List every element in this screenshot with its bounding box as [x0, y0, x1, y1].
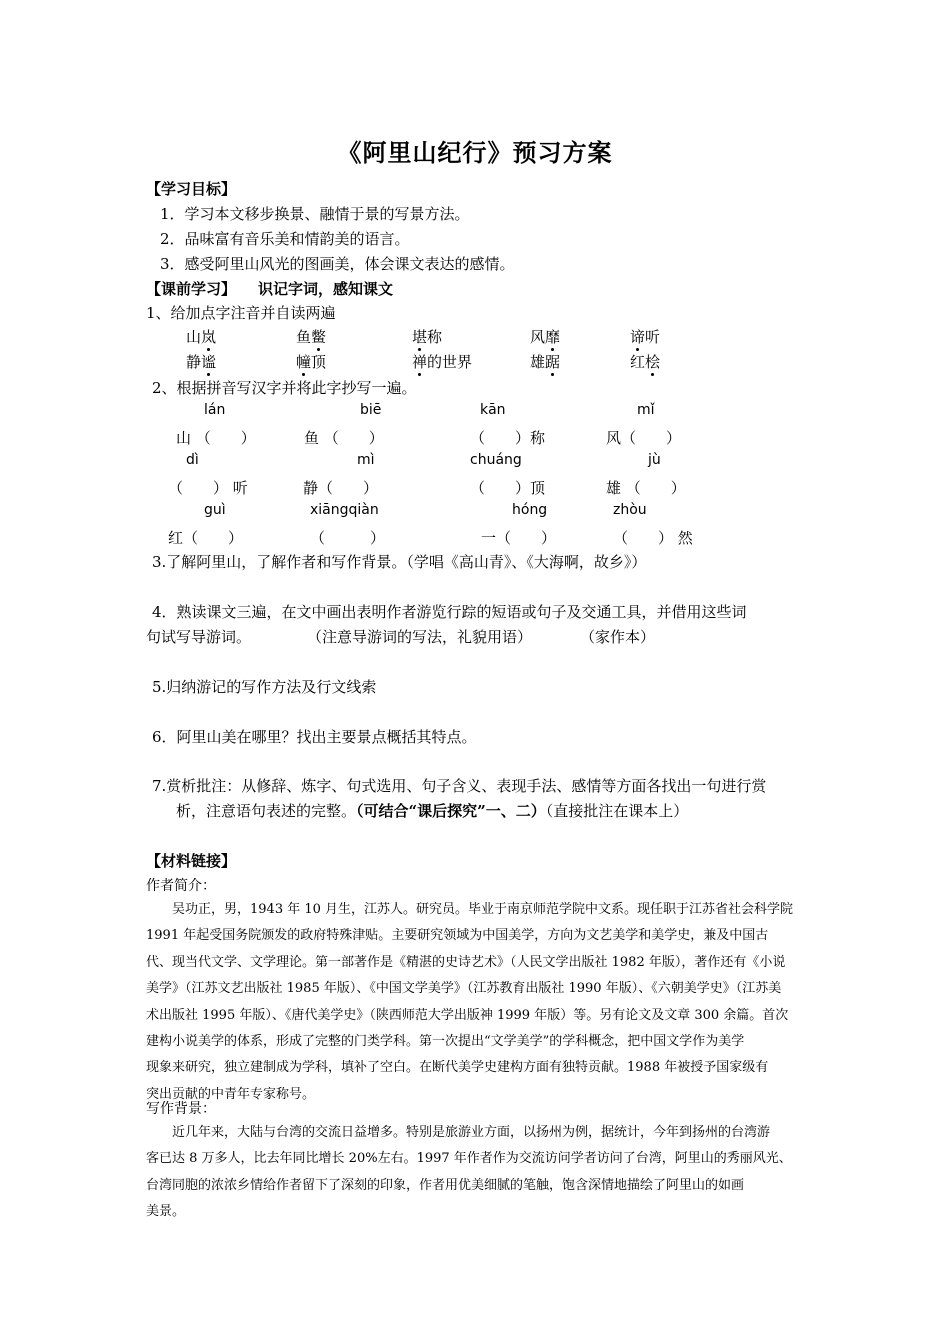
vocab-word: 鱼鳖 — [296, 328, 327, 346]
question-4-line2: 句试写导游词。 — [146, 628, 252, 646]
question-6: 6．阿里山美在哪里？找出主要景点概括其特点。 — [152, 728, 477, 746]
text-line: 吴功正，男，1943 年 10 月生，江苏人。研究员。毕业于南京师范学院中文系。现任职于江苏省社会科学院 — [172, 902, 794, 917]
question-7-line2: 析，注意语句表述的完整。（可结合“课后探究”一、二）（直接批注在课本上） — [176, 802, 689, 820]
dotted-char: 禅 — [412, 353, 428, 371]
fill-blank: 静（ ） — [303, 479, 379, 497]
text-line: 现象来研究，独立建制成为学科，填补了空白。在断代美学史建构方面有独特贡献。1988 年被授予国家级有 — [146, 1060, 769, 1076]
pinyin-label: chuáng — [470, 452, 522, 468]
question-5: 5.归纳游记的写作方法及行文线索 — [152, 678, 377, 696]
background-paragraph — [146, 1120, 810, 1226]
dotted-char: 桧 — [645, 353, 661, 371]
vocab-word: 山岚 — [186, 328, 217, 346]
page-title: 《阿里山纪行》预习方案 — [337, 138, 613, 167]
pinyin-label: mì — [357, 452, 375, 468]
pinyin-label: jù — [648, 452, 661, 468]
goal-item: 2．品味富有音乐美和情韵美的语言。 — [160, 230, 410, 248]
vocab-word: 雄踞 — [530, 353, 561, 371]
text-line: 术出版社 1995 年版）、《唐代美学史》（陕西师范大学出版神 1999 年版）等。另有论文及文章 300 余篇。首次 — [146, 1007, 789, 1023]
dotted-char: 踞 — [545, 353, 561, 371]
fill-blank: 红（ ） — [168, 529, 244, 547]
dotted-char: 鳖 — [311, 328, 327, 346]
question-3: 3.了解阿里山，了解作者和写作背景。（学唱《高山青》、《大海啊，故乡》） — [152, 553, 647, 571]
vocab-word: 静谧 — [186, 353, 217, 371]
goal-item: 1．学习本文移步换景、融情于景的写景方法。 — [160, 205, 470, 223]
question-7-line1: 7.赏析批注：从修辞、炼字、句式选用、句子含义、表现手法、感情等方面各找出一句进行赏 — [152, 777, 767, 795]
vocab-word: 红桧 — [630, 353, 661, 371]
background-label: 写作背景： — [146, 1101, 216, 1117]
pinyin-label: guì — [204, 502, 226, 518]
pinyin-label: kān — [480, 402, 506, 418]
author-paragraph — [146, 897, 810, 1108]
question-4-line1: 4．熟读课文三遍，在文中画出表明作者游览行踪的短语或句子及交通工具，并借用这些词 — [152, 603, 747, 621]
fill-blank: （ ） 听 — [168, 479, 248, 497]
question-4-note: （家作本） — [580, 628, 656, 646]
text-line: 客已达 8 万多人，比去年同比增长 20%左右。1997 年作者作为交流访问学者访问了台湾，阿里山的秀丽风光、 — [146, 1151, 792, 1167]
text-line: 代、现当代文学、文学理论。第一部著作是《精湛的史诗艺术》（人民文学出版社 1982 年版），著作还有《小说 — [146, 954, 786, 970]
pinyin-label: mǐ — [637, 402, 655, 418]
dotted-char: 岚 — [201, 328, 217, 346]
dotted-char: 堪 — [412, 328, 428, 346]
dotted-char: 谛 — [630, 328, 646, 346]
text-line: 美景。 — [146, 1204, 186, 1220]
text-line: 1991 年起受国务院颁发的政府特殊津贴。主要研究领域为中国美学，方向为文艺美学和美学史，兼及中国古 — [146, 928, 769, 944]
question-7-tail: （直接批注在课本上） — [545, 802, 689, 820]
fill-blank: 风（ ） — [606, 429, 682, 447]
vocab-word: 禅的世界 — [412, 353, 473, 371]
text-line: 台湾同胞的浓浓乡情给作者留下了深刻的印象，作者用优美细腻的笔触，饱含深情地描绘了阿里山的如画 — [146, 1177, 745, 1193]
dotted-char: 靡 — [545, 328, 561, 346]
question-1: 1、给加点字注音并自读两遍 — [146, 304, 336, 322]
dotted-char: 谧 — [201, 353, 217, 371]
dotted-char: 幢 — [296, 353, 312, 371]
fill-blank: 一（ ） — [481, 529, 557, 547]
fill-blank: （ ）称 — [470, 429, 546, 447]
vocab-word: 堪称 — [412, 328, 443, 346]
fill-blank: （ ） — [310, 529, 386, 547]
question-7-bold: （可结合“课后探究”一、二） — [356, 802, 546, 820]
fill-blank: （ ）顶 — [470, 479, 546, 497]
goals-heading: 【学习目标】 — [146, 180, 237, 198]
text-line: 美学》（江苏文艺出版社 1985 年版）、《中国文学美学》（江苏教育出版社 1990 年版）、《六朝美学史》（江苏美 — [146, 981, 782, 997]
goal-item: 3．感受阿里山风光的图画美，体会课文表达的感情。 — [160, 255, 515, 273]
author-label: 作者简介： — [146, 878, 216, 894]
prestudy-subheading: 识记字词，感知课文 — [258, 280, 394, 298]
question-4-note: （注意导游词的写法，礼貌用语） — [307, 628, 533, 646]
prestudy-heading: 【课前学习】 — [146, 280, 237, 298]
vocab-word: 幢顶 — [296, 353, 327, 371]
fill-blank: （ ） 然 — [613, 529, 693, 547]
pinyin-label: zhòu — [613, 502, 647, 518]
pinyin-label: xiāngqiàn — [310, 502, 379, 518]
text-line: 突出贡献的中青年专家称号。 — [146, 1086, 316, 1102]
text-line: 近几年来，大陆与台湾的交流日益增多。特别是旅游业方面，以扬州为例，据统计，今年到扬州的台湾游 — [172, 1125, 771, 1140]
pinyin-label: lán — [204, 402, 226, 418]
fill-blank: 鱼 （ ） — [304, 429, 384, 447]
fill-blank: 雄 （ ） — [606, 479, 686, 497]
question-2: 2、根据拼音写汉字并将此字抄写一遍。 — [152, 379, 417, 397]
pinyin-label: biē — [360, 402, 382, 418]
pinyin-label: dì — [186, 452, 199, 468]
text-line: 建构小说美学的体系，形成了完整的门类学科。第一次提出“文学美学”的学科概念，把中国文学作为美学 — [146, 1034, 745, 1050]
pinyin-label: hóng — [512, 502, 548, 518]
vocab-word: 风靡 — [530, 328, 561, 346]
fill-blank: 山 （ ） — [176, 429, 256, 447]
materials-heading: 【材料链接】 — [146, 852, 237, 870]
vocab-word: 谛听 — [630, 328, 661, 346]
